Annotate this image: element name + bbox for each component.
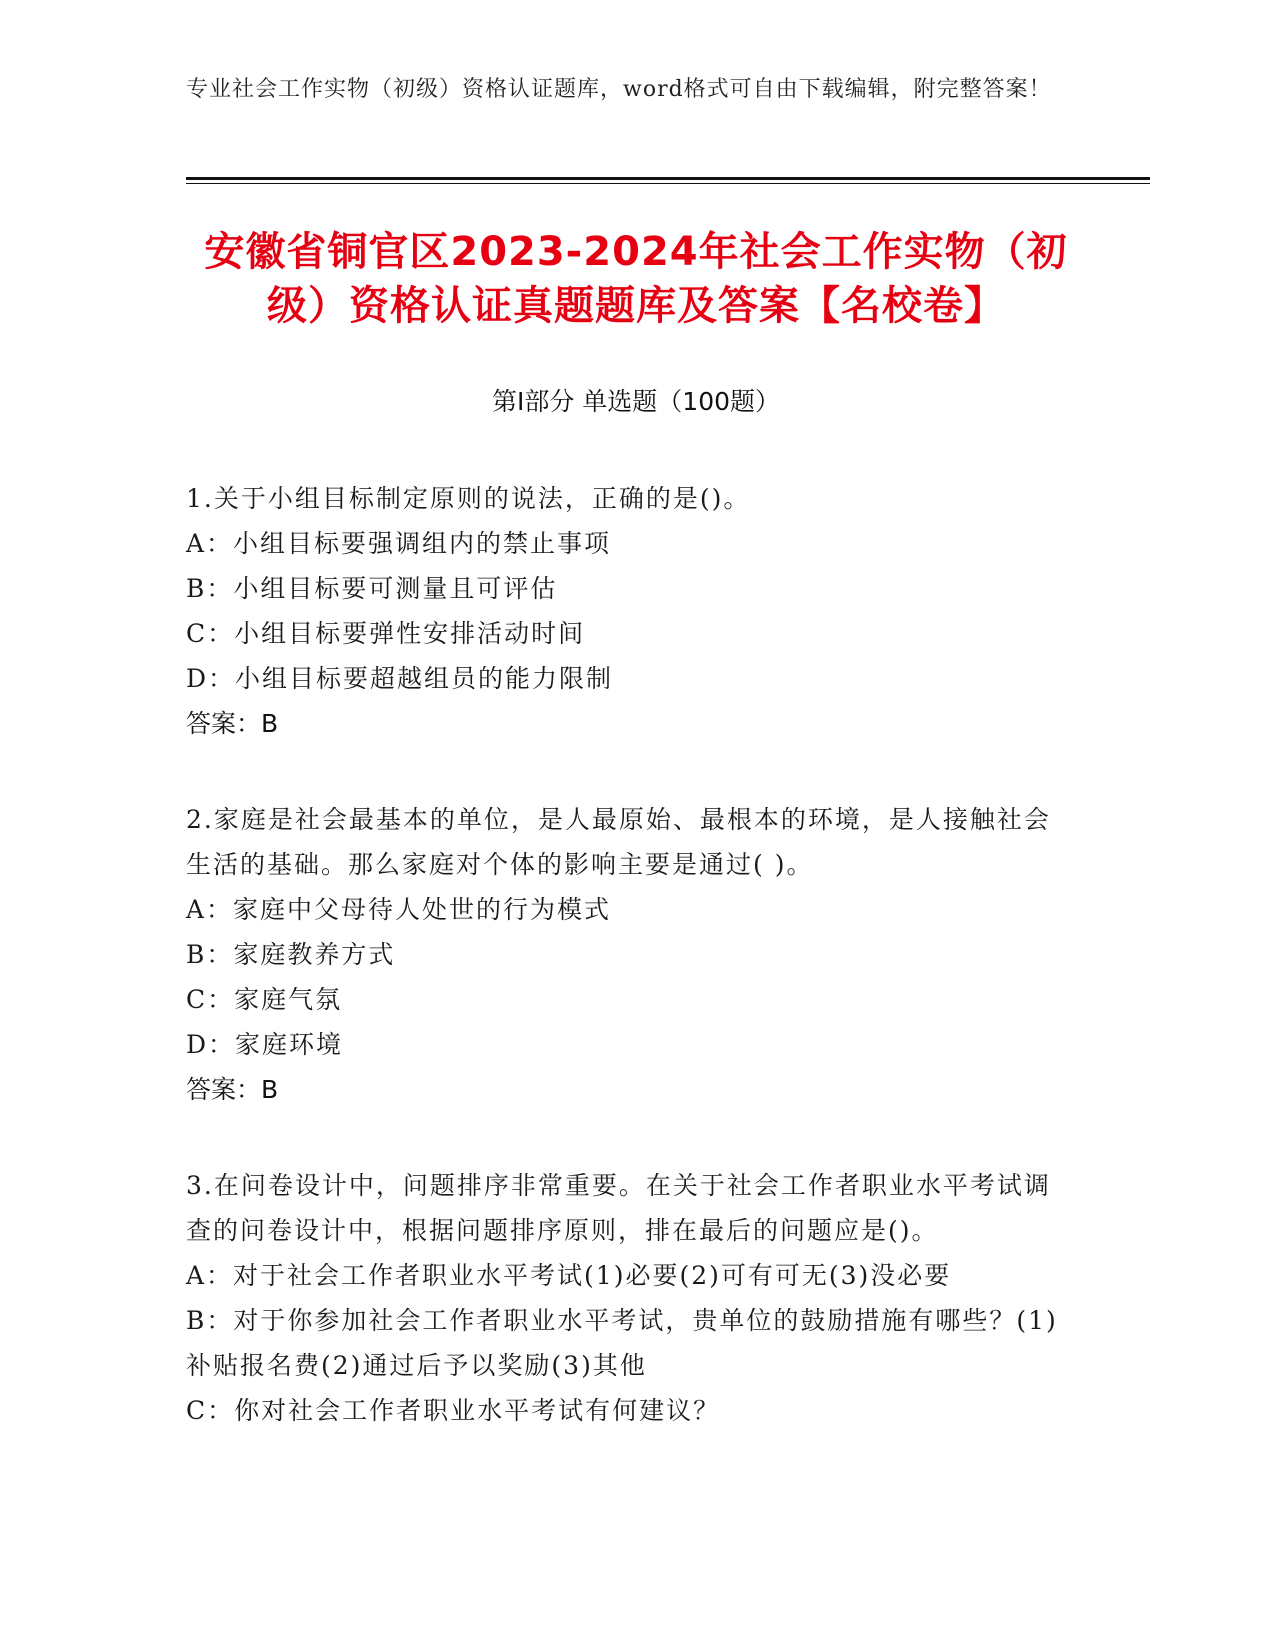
- question-2: [186, 797, 1066, 1112]
- answer: 答案：B: [186, 709, 279, 738]
- question-stem: 2.家庭是社会最基本的单位，是人最原始、最根本的环境，是人接触社会生活的基础。那么家庭对个体的影响主要是通过( )。: [186, 805, 1051, 879]
- option-b: B：家庭教养方式: [186, 940, 396, 969]
- option-a: A：小组目标要强调组内的禁止事项: [186, 529, 612, 558]
- document-title: 安徽省铜官区2023-2024年社会工作实物（初级）资格认证真题题库及答案【名校卷】: [204, 229, 1068, 329]
- question-list: [186, 476, 1066, 1484]
- answer: 答案：B: [186, 1075, 279, 1104]
- header-rule-thick: [186, 177, 1150, 180]
- question-stem: 1.关于小组目标制定原则的说法，正确的是()。: [186, 484, 751, 513]
- question-1: [186, 476, 1066, 746]
- option-d: D：家庭环境: [186, 1030, 344, 1059]
- question-stem: 3.在问卷设计中，问题排序非常重要。在关于社会工作者职业水平考试调查的问卷设计中，根据问题排序原则，排在最后的问题应是()。: [186, 1171, 1051, 1245]
- option-a: A：对于社会工作者职业水平考试(1)必要(2)可有可无(3)没必要: [186, 1261, 952, 1290]
- option-b: B：小组目标要可测量且可评估: [186, 574, 558, 603]
- question-3: [186, 1163, 1066, 1433]
- header-note: 专业社会工作实物（初级）资格认证题库，word格式可自由下载编辑，附完整答案！: [186, 77, 1052, 102]
- option-c: C：小组目标要弹性安排活动时间: [186, 619, 586, 648]
- option-d: D：小组目标要超越组员的能力限制: [186, 664, 614, 693]
- option-c: C：家庭气氛: [186, 985, 343, 1014]
- option-b: B：对于你参加社会工作者职业水平考试，贵单位的鼓励措施有哪些？(1)补贴报名费(2)通过后予以奖励(3)其他: [186, 1306, 1058, 1380]
- header-rule-thin: [186, 183, 1150, 184]
- section-title: 第Ⅰ部分 单选题（100题）: [491, 387, 781, 416]
- option-c: C：你对社会工作者职业水平考试有何建议？: [186, 1396, 721, 1425]
- option-a: A：家庭中父母待人处世的行为模式: [186, 895, 612, 924]
